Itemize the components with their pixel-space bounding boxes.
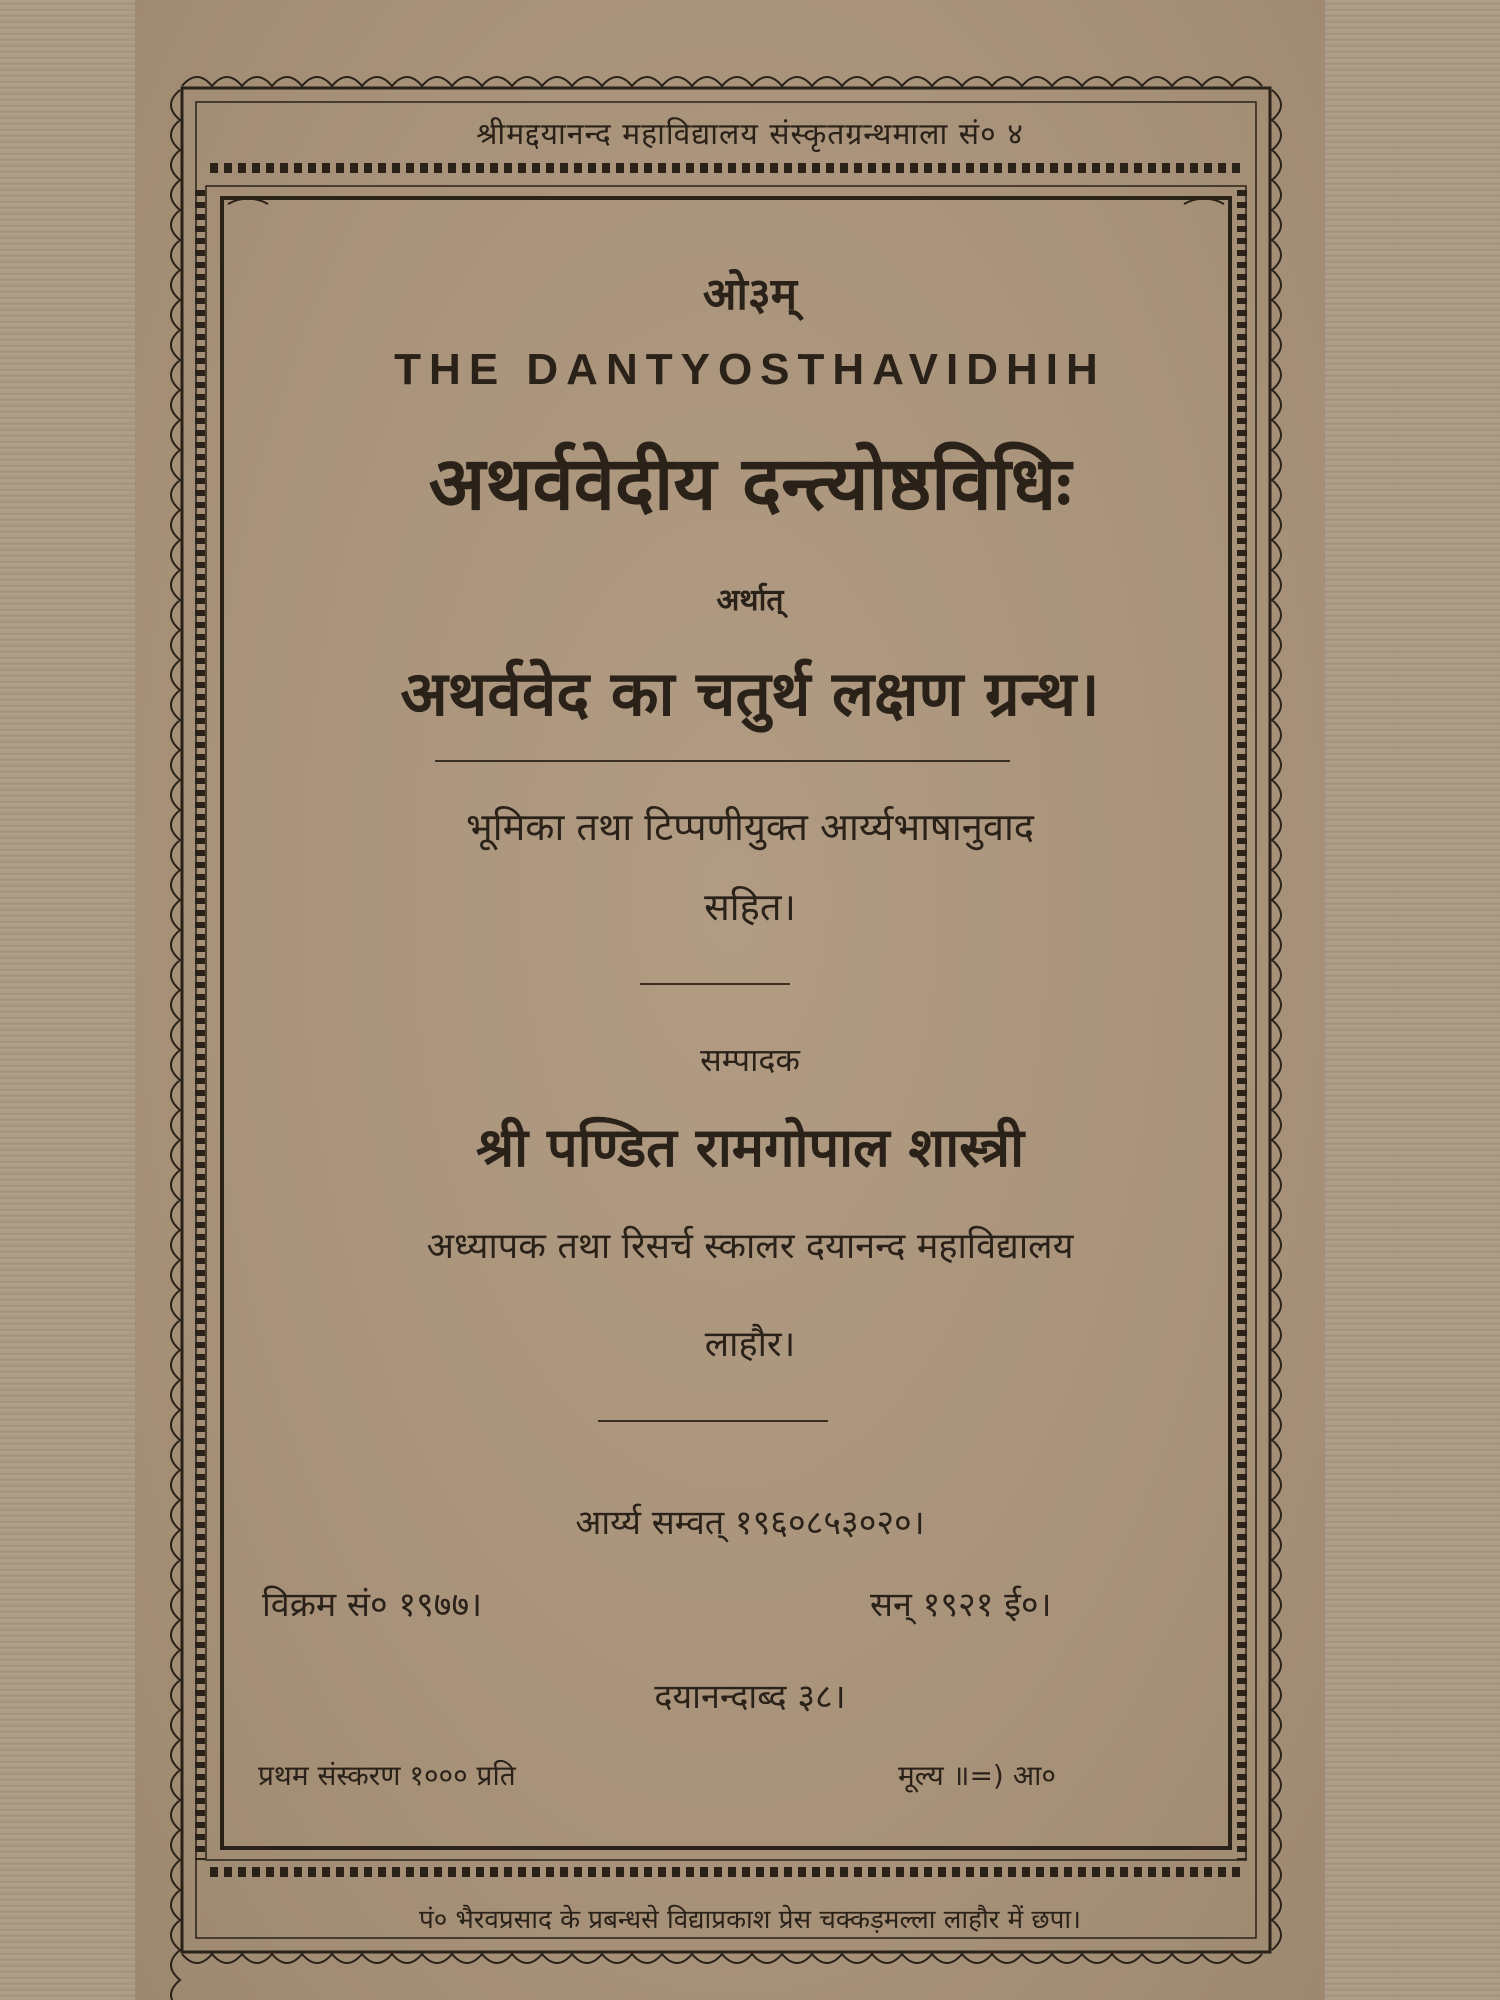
description-line-1: भूमिका तथा टिप्पणीयुक्त आर्य्यभाषानुवाद — [466, 805, 1034, 849]
editor-city: लाहौर। — [704, 1324, 796, 1365]
arthat-label: अर्थात् — [716, 583, 784, 618]
series-header: श्रीमद्दयानन्द महाविद्यालय संस्कृतग्रन्थमाला सं० ४ — [476, 117, 1024, 152]
editor-title: अध्यापक तथा रिसर्च स्कालर दयानन्द महाविद्यालय — [426, 1226, 1074, 1267]
editor-label: सम्पादक — [700, 1041, 800, 1079]
arya-samvat: आर्य्य सम्वत् १९६०८५३०२०। — [575, 1503, 925, 1543]
subtitle: अथर्ववेद का चतुर्थ लक्षण ग्रन्थ। — [400, 657, 1100, 730]
price-info: मूल्य ॥=) आ० — [898, 1759, 1056, 1792]
editor-name: श्री पण्डित रामगोपाल शास्त्री — [475, 1116, 1025, 1179]
vikram-samvat: विक्रम सं० १९७७। — [262, 1585, 483, 1625]
main-title: अथर्ववेदीय दन्त्योष्ठविधिः — [428, 441, 1072, 527]
om-heading: ओ३म् — [702, 269, 798, 320]
divider-ornament — [640, 983, 790, 985]
dayanandabda: दयानन्दाब्द ३८। — [654, 1677, 846, 1717]
san-year: सन् १९२१ ई०। — [870, 1585, 1052, 1625]
printer-line: पं० भैरवप्रसाद के प्रबन्धसे विद्याप्रकाश प्रेस चक्कड़मल्ला लाहौर में छपा। — [418, 1905, 1082, 1935]
edition-info: प्रथम संस्करण १००० प्रति — [258, 1759, 516, 1792]
divider-ornament — [598, 1420, 828, 1422]
description-line-2: सहित। — [704, 885, 796, 929]
english-title: THE DANTYOSTHAVIDHIH — [394, 345, 1106, 394]
divider-ornament — [435, 760, 1010, 762]
